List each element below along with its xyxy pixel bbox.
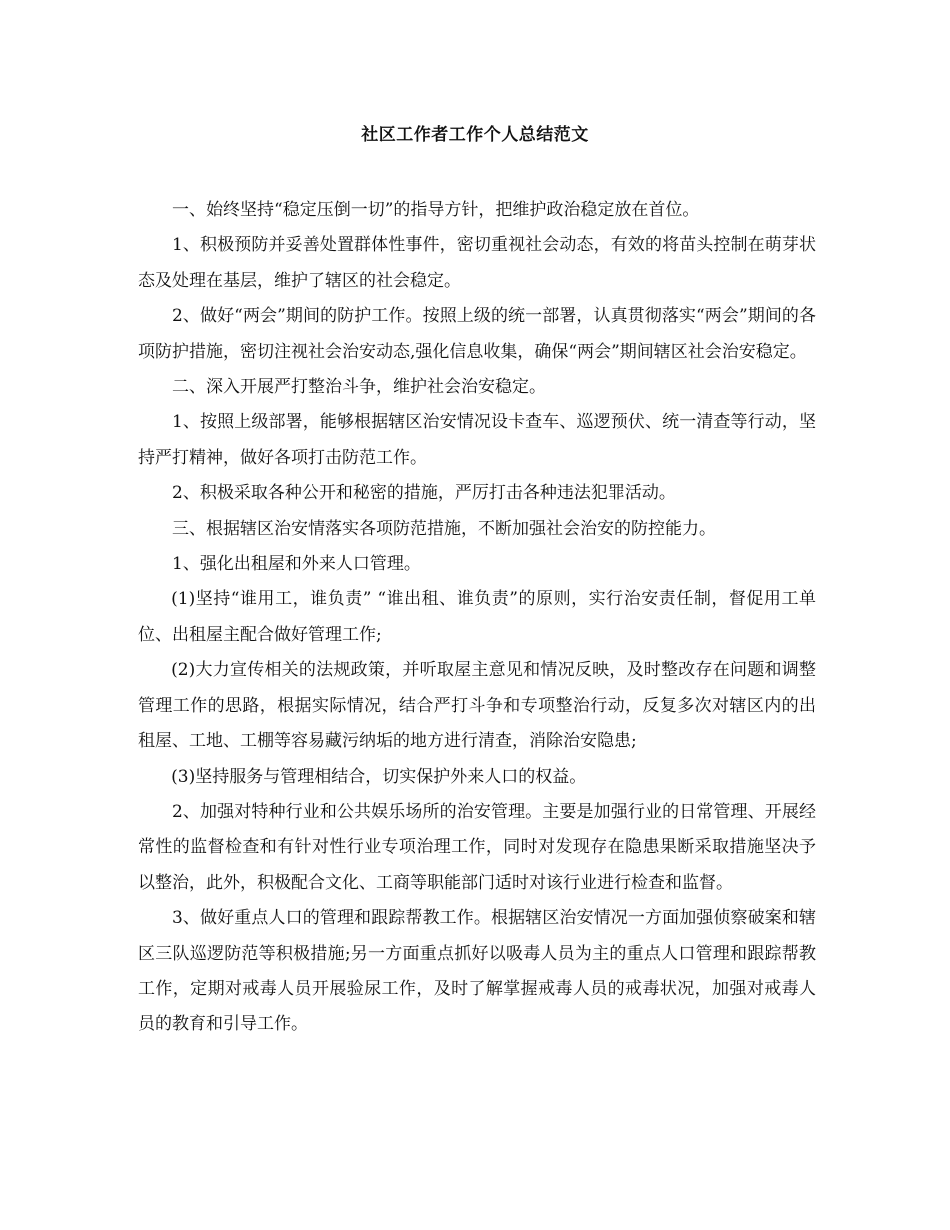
paragraph-3-3: 3、做好重点人口的管理和跟踪帮教工作。根据辖区治安情况一方面加强侦察破案和辖区三队巡逻防范等积极措施;另一方面重点抓好以吸毒人员为主的重点人口管理和跟踪帮教工作，定期对戒毒人员开展验尿工作，及时了解掌握戒毒人员的戒毒状况，加强对戒毒人员的教育和引导工作。 xyxy=(138,908,816,1035)
paragraph-3-1: 1、强化出租屋和外来人口管理。 xyxy=(172,554,421,575)
paragraph-2-2: 2、积极采取各种公开和秘密的措施，严厉打击各种违法犯罪活动。 xyxy=(172,483,676,504)
paragraph-1-2: 2、做好“两会”期间的防护工作。按照上级的统一部署，认真贯彻落实“两会”期间的各项防护措施，密切注视社会治安动态,强化信息收集，确保“两会”期间辖区社会治安稳定。 xyxy=(138,306,816,362)
paragraph-section-2: 二、深入开展严打整治斗争，维护社会治安稳定。 xyxy=(172,377,546,398)
paragraph-3-2: 2、加强对特种行业和公共娱乐场所的治安管理。主要是加强行业的日常管理、开展经常性的监督检查和有针对性行业专项治理工作，同时对发现存在隐患果断采取措施坚决予以整治，此外，积极配合文化、工商等职能部门适时对该行业进行检查和监督。 xyxy=(138,801,816,893)
paragraph-3-1-a: (1)坚持“谁用工，谁负责” “谁出租、谁负责”的原则，实行治安责任制，督促用工单位、出租屋主配合做好管理工作; xyxy=(138,589,816,645)
document-body xyxy=(138,193,816,1043)
paragraph-3-1-c: (3)坚持服务与管理相结合，切实保护外来人口的权益。 xyxy=(171,766,587,787)
paragraph-1-1: 1、积极预防并妥善处置群体性事件，密切重视社会动态，有效的将苗头控制在萌芽状态及处理在基层，维护了辖区的社会稳定。 xyxy=(138,235,816,291)
paragraph-2-1: 1、按照上级部署，能够根据辖区治安情况设卡查车、巡逻预伏、统一清查等行动，坚持严打精神，做好各项打击防范工作。 xyxy=(138,412,816,468)
paragraph-3-1-b: (2)大力宣传相关的法规政策，并听取屋主意见和情况反映，及时整改存在问题和调整管理工作的思路，根据实际情况，结合严打斗争和专项整治行动，反复多次对辖区内的出租屋、工地、工棚等容易藏污纳垢的地方进行清查，消除治安隐患; xyxy=(138,660,816,752)
document-title: 社区工作者工作个人总结范文 xyxy=(361,125,589,145)
paragraph-section-1: 一、始终坚持“稳定压倒一切”的指导方针，把维护政治稳定放在首位。 xyxy=(172,200,700,220)
paragraph-section-3: 三、根据辖区治安情落实各项防范措施，不断加强社会治安的防控能力。 xyxy=(172,518,716,539)
